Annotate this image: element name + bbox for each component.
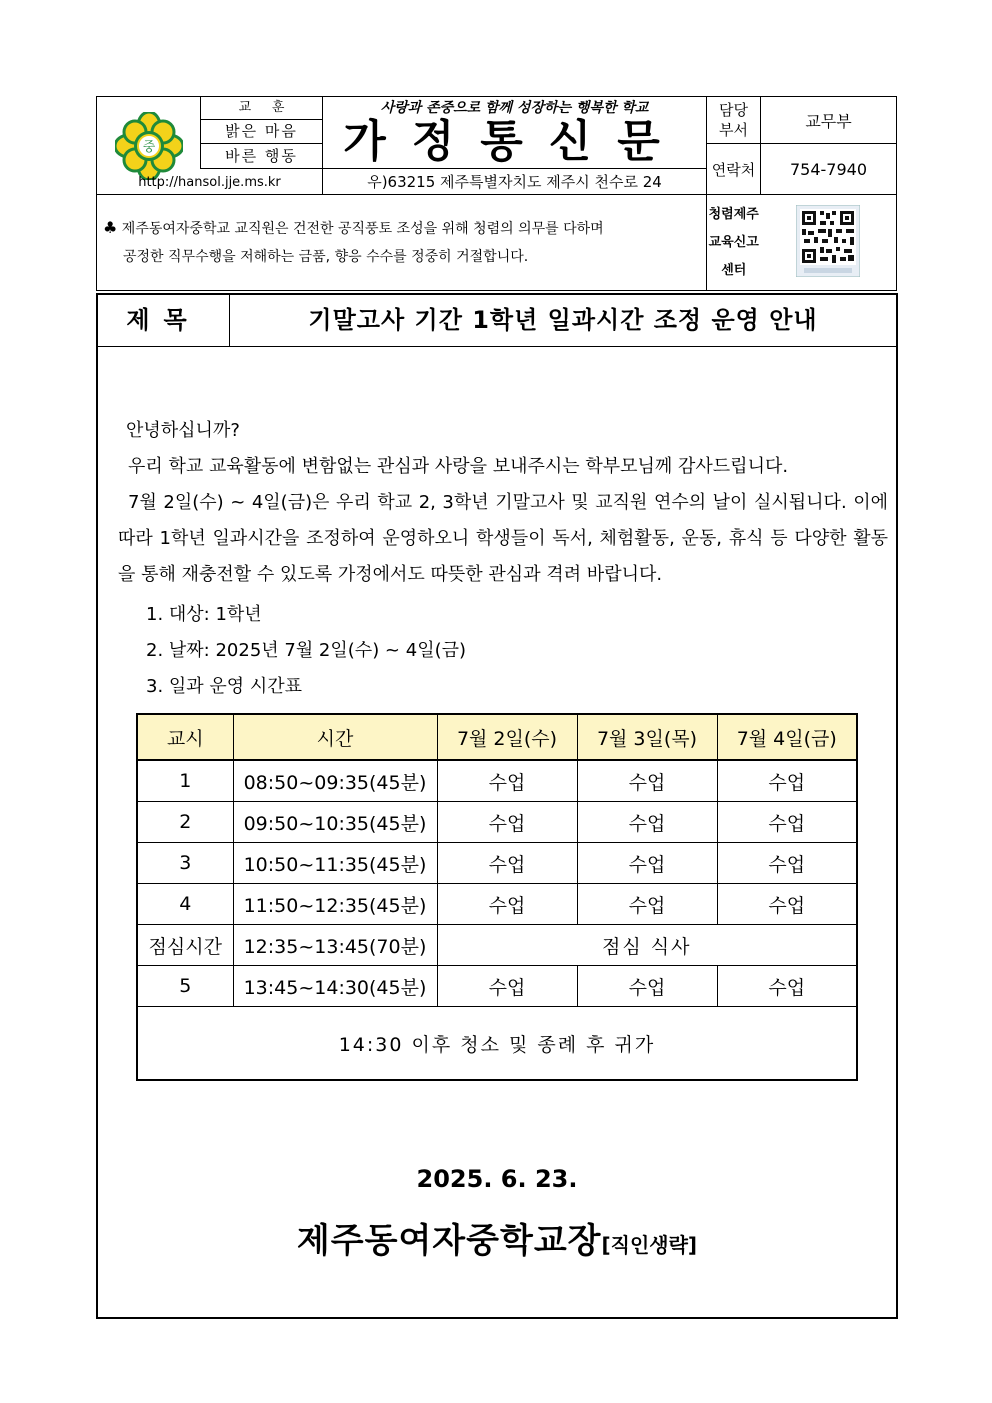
motto-cell-2 [201,144,323,169]
seal-omitted: [직인생략] [601,1233,698,1257]
table-row [137,760,857,802]
activity-cell: 수업 [717,843,857,884]
newsletter-title: 가정통신문 [343,115,686,167]
school-logo-icon [115,112,183,180]
motto-line-2: 바른 행동 [225,147,298,165]
slogan: 사랑과 존중으로 함께 성장하는 행복한 학교 [380,99,649,116]
lunch-row [137,925,857,966]
header-day-1: 7월 2일(수) [437,714,577,760]
list-item-date: 2. 날짜: 2025년 7월 2일(수) ~ 4일(금) [146,640,467,661]
school-url[interactable]: http://hansol.jje.ms.kr [138,174,281,190]
activity-cell: 수업 [717,966,857,1007]
notice-line-1 [103,214,700,243]
time-cell: 11:50~12:35(45분) [233,884,437,925]
school-address: 우)63215 제주특별자치도 제주시 천수로 24 [367,173,662,191]
activity-cell: 수업 [577,802,717,843]
schedule-table [136,713,858,1081]
report-center-line-2: 교육신고 [708,234,759,250]
newsletter-header [96,96,896,291]
url-cell [138,169,323,195]
header-table [96,96,897,291]
activity-cell: 수업 [437,843,577,884]
period-cell: 4 [137,884,233,925]
info-list [146,597,466,705]
motto-label: 교 훈 [201,97,322,120]
activity-cell: 수업 [717,802,857,843]
period-cell: 2 [137,802,233,843]
period-cell: 5 [137,966,233,1007]
table-row [137,843,857,884]
title-cell [323,97,707,169]
time-cell: 12:35~13:45(70분) [233,925,437,966]
activity-cell: 수업 [437,802,577,843]
subject-title: 기말고사 기간 1학년 일과시간 조정 운영 안내 [308,306,818,334]
period-cell: 3 [137,843,233,884]
activity-cell: 수업 [577,843,717,884]
list-item-schedule: 3. 일과 운영 시간표 [146,676,303,697]
list-item-target: 1. 대상: 1학년 [146,604,262,625]
time-cell: 09:50~10:35(45분) [233,802,437,843]
dismissal-note: 14:30 이후 청소 및 종례 후 귀가 [137,1007,857,1081]
activity-cell: 수업 [437,884,577,925]
notice-text-1: 제주동여자중학교 교직원은 건전한 공직풍토 조성을 위해 청렴의 의무를 다하며 [121,221,604,237]
qr-code-icon[interactable] [796,205,860,277]
notice-text-2: 공정한 직무수행을 저해하는 금품, 향응 수수를 정중히 거절합니다. [123,249,529,265]
principal-signature [98,1213,896,1262]
report-center-label [707,195,761,291]
footer-row [137,1007,857,1081]
motto-cell [201,97,323,144]
qr-cell [761,195,897,291]
table-row [137,884,857,925]
subject-label: 제목 [98,295,230,346]
activity-cell: 수업 [577,966,717,1007]
issue-date: 2025. 6. 23. [416,1165,578,1193]
greeting: 안녕하십니까? [126,420,240,441]
club-icon: ♣ [103,218,118,237]
integrity-notice [97,195,707,291]
address-cell [323,169,707,195]
lunch-activity-cell: 점심 식사 [437,925,857,966]
activity-cell: 수업 [437,966,577,1007]
contact-label: 연락처 [707,144,761,195]
header-day-2: 7월 3일(목) [577,714,717,760]
activity-cell: 수업 [577,760,717,802]
report-center-line-3: 센터 [721,262,747,278]
dept-value: 교무부 [761,97,897,144]
header-day-3: 7월 4일(금) [717,714,857,760]
period-cell: 점심시간 [137,925,233,966]
letter-text [118,413,888,593]
activity-cell: 수업 [717,760,857,802]
time-cell: 08:50~09:35(45분) [233,760,437,802]
motto-line-1: 밝은 마음 [225,122,298,140]
activity-cell: 수업 [717,884,857,925]
dept-label: 담당 부서 [707,97,761,144]
paragraph-2: 7월 2일(수) ~ 4일(금)은 우리 학교 2, 3학년 기말고사 및 교직원 연수의 날이 실시됩니다. 이에 따라 1학년 일과시간을 조정하여 운영하오니 학생들이 독서, 체험활동, 운동, 휴식 등 다양한 활동을 통해 재충전할 수 있도록 가정에서도 따뜻한 관심과 격려 바랍니다. [118,492,888,585]
table-row [137,802,857,843]
activity-cell: 수업 [437,760,577,802]
paragraph-1: 우리 학교 교육활동에 변함없는 관심과 사랑을 보내주시는 학부모님께 감사드립니다. [128,456,789,477]
contact-value: 754-7940 [761,144,897,195]
principal-title: 제주동여자중학교장 [296,1221,602,1261]
period-cell: 1 [137,760,233,802]
schedule-header-row [137,714,857,760]
letter-body-box [96,293,898,1319]
subject-row [98,295,896,347]
header-time: 시간 [233,714,437,760]
logo-text: 중 [142,139,155,155]
table-row [137,966,857,1007]
time-cell: 10:50~11:35(45분) [233,843,437,884]
report-center-line-1: 청렴제주 [708,206,759,222]
activity-cell: 수업 [577,884,717,925]
header-period: 교시 [137,714,233,760]
time-cell: 13:45~14:30(45분) [233,966,437,1007]
